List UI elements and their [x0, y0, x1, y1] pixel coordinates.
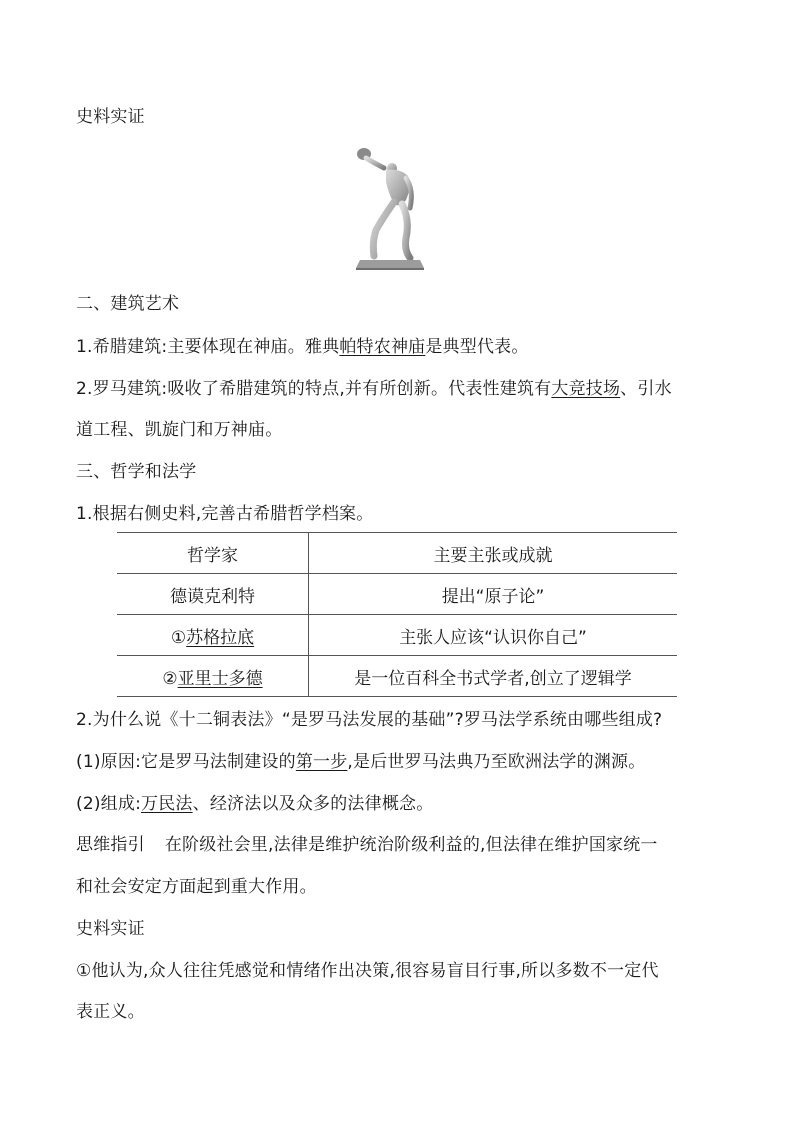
discobolus-statue-icon: [350, 142, 430, 272]
philosophy-heading: 三、哲学和法学: [76, 462, 197, 482]
table-header-claim: 主要主张或成就: [309, 533, 678, 574]
parthenon-answer: 帕特农神庙: [339, 337, 426, 357]
table-row: [117, 656, 677, 697]
greek-architecture: 1.希腊建筑:主要体现在神庙。雅典帕特农神庙是典型代表。: [76, 337, 529, 357]
evidence-title-1: 史料实证: [76, 107, 145, 127]
table-row: [117, 574, 677, 615]
philosopher-claim: 是一位百科全书式学者,创立了逻辑学: [309, 656, 678, 697]
table-header-row: [117, 533, 677, 574]
question-2: 2.为什么说《十二铜表法》“是罗马法发展的基础”?罗马法学系统由哪些组成?: [76, 710, 663, 730]
answer-reason: (1)原因:它是罗马法制建设的第一步,是后世罗马法典乃至欧洲法学的渊源。: [76, 752, 646, 772]
evidence-title-2: 史料实证: [76, 919, 145, 939]
first-step-answer: 第一步: [295, 752, 348, 772]
answer-composition: (2)组成:万民法、经济法以及众多的法律概念。: [76, 794, 434, 814]
philosopher-table: [117, 532, 677, 697]
roman-architecture-line-1: 2.罗马建筑:吸收了希腊建筑的特点,并有所创新。代表性建筑有大竞技场、引水: [76, 379, 672, 399]
roman-architecture-line-2: 道工程、凯旋门和万神庙。: [76, 420, 283, 440]
philosopher-claim: 提出“原子论”: [309, 574, 678, 615]
question-1: 1.根据右侧史料,完善古希腊哲学档案。: [76, 504, 374, 524]
colosseum-answer: 大竞技场: [551, 379, 621, 399]
philosopher-name: ②亚里士多德: [117, 656, 309, 697]
thinking-guide-label: 思维指引: [76, 835, 145, 855]
philosopher-claim: 主张人应该“认识你自己”: [309, 615, 678, 656]
architecture-heading: 二、建筑艺术: [76, 294, 180, 314]
evidence-2-line-1: ①他认为,众人往往凭感觉和情绪作出决策,很容易盲目行事,所以多数不一定代: [76, 961, 659, 981]
evidence-2-line-2: 表正义。: [76, 1002, 145, 1022]
thinking-guide-line-1: 思维指引 在阶级社会里,法律是维护统治阶级利益的,但法律在维护国家统一: [76, 835, 658, 855]
law-of-nations-answer: 万民法: [141, 794, 193, 814]
table-row: [117, 615, 677, 656]
thinking-guide-line-2: 和社会安定方面起到重大作用。: [76, 877, 317, 897]
table-header-philosopher: 哲学家: [117, 533, 309, 574]
philosopher-name: 德谟克利特: [117, 574, 309, 615]
philosopher-name: ①苏格拉底: [117, 615, 309, 656]
